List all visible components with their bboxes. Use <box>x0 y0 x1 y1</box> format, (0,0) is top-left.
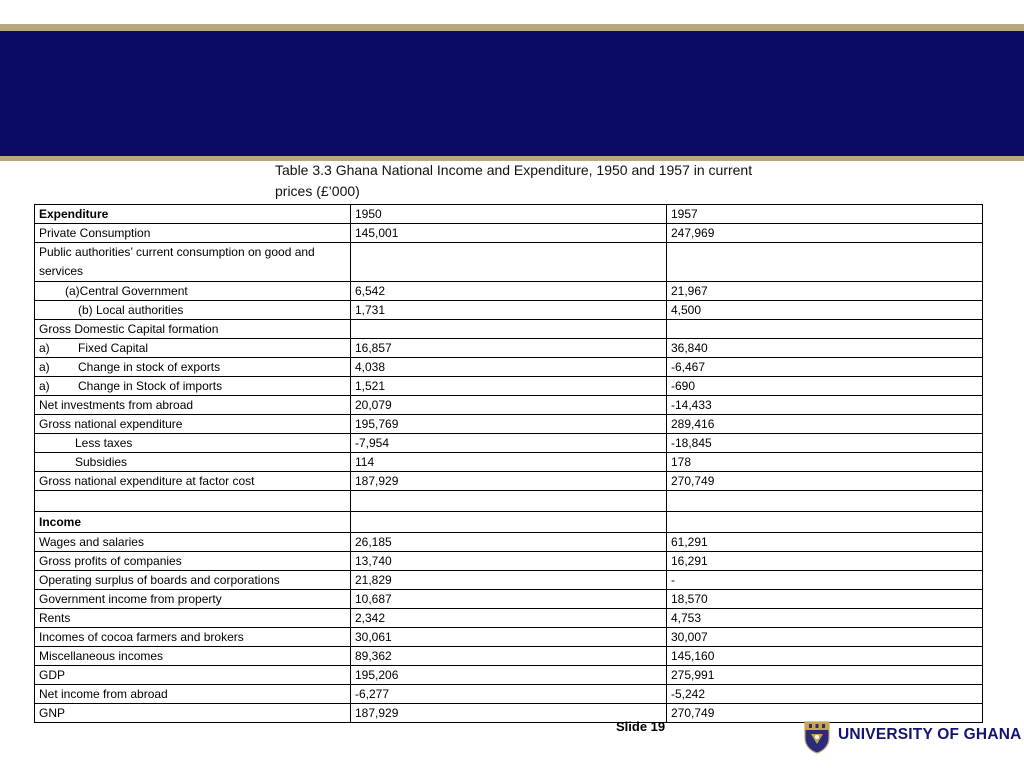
row-value-1957: -18,845 <box>667 434 983 453</box>
table-row <box>35 415 983 434</box>
row-value-1957 <box>667 320 983 339</box>
section-label-income: Income <box>35 512 351 533</box>
table-section-row <box>35 512 983 533</box>
row-label: Rents <box>35 609 351 628</box>
table-row <box>35 396 983 415</box>
row-value-1957: 36,840 <box>667 339 983 358</box>
row-value-1950: 6,542 <box>351 282 667 301</box>
row-label: Subsidies <box>35 453 351 472</box>
row-value-1957: 270,749 <box>667 704 983 723</box>
table-row <box>35 685 983 704</box>
table-row <box>35 243 983 282</box>
row-value-1957: 21,967 <box>667 282 983 301</box>
row-label: Net investments from abroad <box>35 396 351 415</box>
row-value-1957: 4,500 <box>667 301 983 320</box>
table-row <box>35 377 983 396</box>
table-row <box>35 320 983 339</box>
table-row <box>35 434 983 453</box>
table-row-empty <box>35 491 983 512</box>
table-row <box>35 647 983 666</box>
row-label: Gross profits of companies <box>35 552 351 571</box>
row-value-1957: 30,007 <box>667 628 983 647</box>
row-label <box>35 491 351 512</box>
university-crest-icon <box>803 720 831 754</box>
row-value-1950: 1,521 <box>351 377 667 396</box>
row-value-1950: 89,362 <box>351 647 667 666</box>
row-label-cell <box>35 358 351 377</box>
row-value-1950 <box>351 243 667 282</box>
row-value-1950: 187,929 <box>351 472 667 491</box>
row-value-1950: 187,929 <box>351 704 667 723</box>
row-value-1950: 16,857 <box>351 339 667 358</box>
income-expenditure-table <box>34 204 983 723</box>
header-cell-1957: 1957 <box>667 205 983 224</box>
row-value-1950: 21,829 <box>351 571 667 590</box>
row-value-1950: 20,079 <box>351 396 667 415</box>
row-value-1957: -690 <box>667 377 983 396</box>
row-value-1950: 195,769 <box>351 415 667 434</box>
row-label: GNP <box>35 704 351 723</box>
table-row <box>35 666 983 685</box>
row-label: Gross Domestic Capital formation <box>35 320 351 339</box>
row-value-1957 <box>667 243 983 282</box>
row-value-1957 <box>667 512 983 533</box>
row-value-1957: 178 <box>667 453 983 472</box>
table-title: Table 3.3 Ghana National Income and Expenditure, 1950 and 1957 in current prices (£’000) <box>275 162 753 199</box>
row-label: Net income from abroad <box>35 685 351 704</box>
row-value-1950: 4,038 <box>351 358 667 377</box>
row-value-1957: 18,570 <box>667 590 983 609</box>
table-row <box>35 628 983 647</box>
table-row <box>35 339 983 358</box>
row-label: Operating surplus of boards and corporations <box>35 571 351 590</box>
table-row <box>35 533 983 552</box>
row-value-1950: 1,731 <box>351 301 667 320</box>
row-label-cell <box>35 377 351 396</box>
table-row <box>35 472 983 491</box>
table-row <box>35 358 983 377</box>
row-label: Fixed Capital <box>78 341 149 355</box>
row-label: Change in Stock of imports <box>78 379 223 393</box>
row-value-1957: -6,467 <box>667 358 983 377</box>
row-value-1950: 114 <box>351 453 667 472</box>
row-value-1957: 270,749 <box>667 472 983 491</box>
row-label: Wages and salaries <box>35 533 351 552</box>
row-value-1950 <box>351 320 667 339</box>
row-label: Change in stock of exports <box>78 360 221 374</box>
row-value-1950: 195,206 <box>351 666 667 685</box>
row-value-1957: -5,242 <box>667 685 983 704</box>
row-value-1950: -6,277 <box>351 685 667 704</box>
row-value-1950 <box>351 491 667 512</box>
row-label-cell <box>35 339 351 358</box>
row-value-1957: -14,433 <box>667 396 983 415</box>
row-value-1957: - <box>667 571 983 590</box>
row-value-1950: 10,687 <box>351 590 667 609</box>
table-row <box>35 453 983 472</box>
table-header-row <box>35 205 983 224</box>
university-logo <box>803 720 1022 756</box>
row-value-1957: 275,991 <box>667 666 983 685</box>
list-marker: a) <box>39 341 50 355</box>
row-value-1957: 16,291 <box>667 552 983 571</box>
row-value-1957 <box>667 491 983 512</box>
row-label: (a)Central Government <box>35 282 351 301</box>
header-cell-1950: 1950 <box>351 205 667 224</box>
row-value-1950: 13,740 <box>351 552 667 571</box>
row-label: GDP <box>35 666 351 685</box>
row-value-1950: 30,061 <box>351 628 667 647</box>
table-row <box>35 282 983 301</box>
row-value-1950 <box>351 512 667 533</box>
row-value-1957: 145,160 <box>667 647 983 666</box>
row-value-1957: 289,416 <box>667 415 983 434</box>
logo-text: UNIVERSITY OF GHANA <box>838 726 1022 743</box>
row-label: Government income from property <box>35 590 351 609</box>
row-value-1957: 61,291 <box>667 533 983 552</box>
row-label: Gross national expenditure at factor cost <box>35 472 351 491</box>
table-row <box>35 224 983 243</box>
row-label: Less taxes <box>35 434 351 453</box>
table-row <box>35 301 983 320</box>
row-value-1950: 145,001 <box>351 224 667 243</box>
table-row <box>35 552 983 571</box>
row-label: (b) Local authorities <box>35 301 351 320</box>
row-value-1950: 2,342 <box>351 609 667 628</box>
header-cell-label: Expenditure <box>35 205 351 224</box>
header-bar <box>0 31 1024 156</box>
top-gold-strip <box>0 24 1024 31</box>
row-value-1957: 4,753 <box>667 609 983 628</box>
slide-number: Slide 19 <box>616 719 666 734</box>
row-value-1950: -7,954 <box>351 434 667 453</box>
row-label: Gross national expenditure <box>35 415 351 434</box>
table-row <box>35 571 983 590</box>
list-marker: a) <box>39 379 50 393</box>
table-row <box>35 609 983 628</box>
row-label: Public authorities’ current consumption on good and services <box>35 243 351 282</box>
row-label: Incomes of cocoa farmers and brokers <box>35 628 351 647</box>
row-label: Miscellaneous incomes <box>35 647 351 666</box>
row-value-1957: 247,969 <box>667 224 983 243</box>
list-marker: a) <box>39 360 50 374</box>
table-row <box>35 590 983 609</box>
row-label: Private Consumption <box>35 224 351 243</box>
row-value-1950: 26,185 <box>351 533 667 552</box>
